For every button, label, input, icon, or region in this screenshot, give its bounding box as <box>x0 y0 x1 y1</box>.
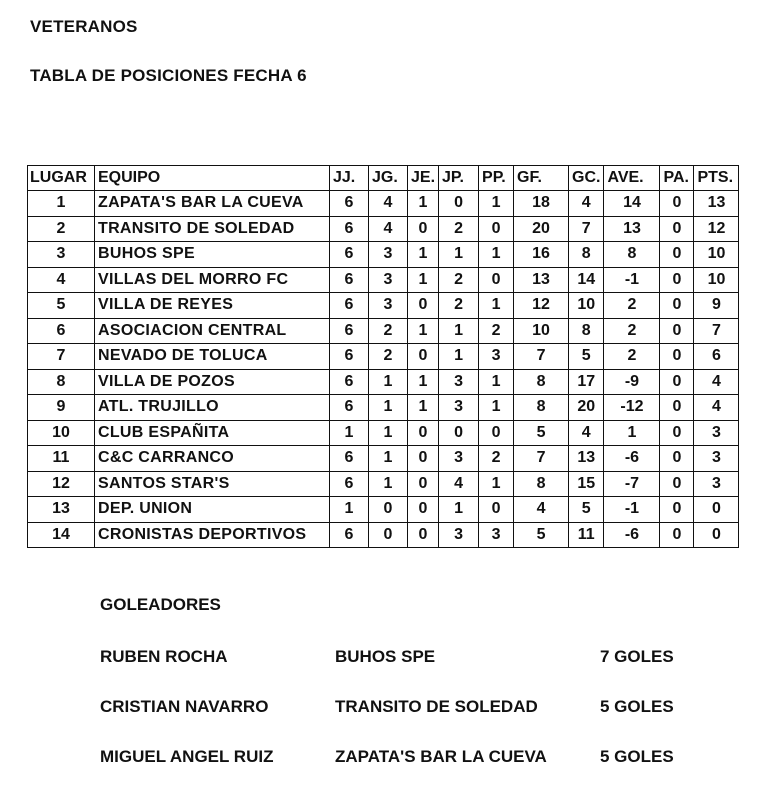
cell-gf: 10 <box>514 318 569 344</box>
cell-jg: 3 <box>369 242 408 268</box>
scorer-team: TRANSITO DE SOLEDAD <box>335 697 538 716</box>
cell-jp: 2 <box>439 216 479 242</box>
cell-ave: -7 <box>604 471 660 497</box>
cell-jp: 1 <box>439 344 479 370</box>
category-title: VETERANOS <box>30 17 138 36</box>
col-header-pp: PP. <box>479 166 514 191</box>
cell-gf: 12 <box>514 293 569 319</box>
cell-jp: 1 <box>439 497 479 523</box>
cell-jj: 6 <box>330 267 369 293</box>
cell-pts: 3 <box>694 446 739 472</box>
cell-ave: -1 <box>604 267 660 293</box>
cell-gc: 20 <box>569 395 604 421</box>
cell-pa: 0 <box>660 344 694 370</box>
cell-jg: 0 <box>369 497 408 523</box>
cell-pa: 0 <box>660 471 694 497</box>
cell-gf: 20 <box>514 216 569 242</box>
cell-equipo: ASOCIACION CENTRAL <box>95 318 330 344</box>
cell-gc: 14 <box>569 267 604 293</box>
cell-pa: 0 <box>660 497 694 523</box>
cell-gf: 8 <box>514 471 569 497</box>
cell-equipo: CRONISTAS DEPORTIVOS <box>95 522 330 548</box>
cell-ave: 2 <box>604 318 660 344</box>
cell-je: 0 <box>408 344 439 370</box>
cell-pts: 0 <box>694 497 739 523</box>
cell-jp: 1 <box>439 242 479 268</box>
cell-ave: 2 <box>604 344 660 370</box>
table-row <box>28 242 739 268</box>
cell-jg: 2 <box>369 344 408 370</box>
cell-pp: 3 <box>479 344 514 370</box>
cell-gf: 16 <box>514 242 569 268</box>
cell-jg: 1 <box>369 420 408 446</box>
cell-lugar: 14 <box>28 522 95 548</box>
cell-gf: 5 <box>514 522 569 548</box>
cell-jp: 1 <box>439 318 479 344</box>
cell-jj: 6 <box>330 191 369 217</box>
cell-pa: 0 <box>660 420 694 446</box>
cell-lugar: 4 <box>28 267 95 293</box>
col-header-pa: PA. <box>660 166 694 191</box>
cell-pts: 3 <box>694 420 739 446</box>
cell-jj: 6 <box>330 293 369 319</box>
cell-je: 1 <box>408 191 439 217</box>
cell-pa: 0 <box>660 369 694 395</box>
cell-je: 0 <box>408 420 439 446</box>
cell-lugar: 6 <box>28 318 95 344</box>
cell-pp: 1 <box>479 242 514 268</box>
cell-equipo: BUHOS SPE <box>95 242 330 268</box>
cell-pts: 9 <box>694 293 739 319</box>
cell-pp: 1 <box>479 191 514 217</box>
cell-je: 1 <box>408 242 439 268</box>
cell-pa: 0 <box>660 522 694 548</box>
cell-gc: 8 <box>569 318 604 344</box>
cell-jp: 3 <box>439 522 479 548</box>
cell-ave: 8 <box>604 242 660 268</box>
table-row <box>28 191 739 217</box>
cell-ave: 1 <box>604 420 660 446</box>
cell-gc: 11 <box>569 522 604 548</box>
cell-jp: 2 <box>439 293 479 319</box>
cell-jg: 1 <box>369 369 408 395</box>
cell-lugar: 8 <box>28 369 95 395</box>
cell-jp: 3 <box>439 369 479 395</box>
cell-jg: 0 <box>369 522 408 548</box>
cell-gc: 17 <box>569 369 604 395</box>
scorer-goals: 5 GOLES <box>600 747 674 766</box>
cell-pts: 10 <box>694 267 739 293</box>
table-row <box>28 471 739 497</box>
cell-gf: 18 <box>514 191 569 217</box>
cell-pa: 0 <box>660 446 694 472</box>
cell-pa: 0 <box>660 318 694 344</box>
cell-jg: 4 <box>369 191 408 217</box>
cell-lugar: 10 <box>28 420 95 446</box>
cell-equipo: VILLAS DEL MORRO FC <box>95 267 330 293</box>
table-row <box>28 497 739 523</box>
cell-pp: 1 <box>479 395 514 421</box>
col-header-jg: JG. <box>369 166 408 191</box>
cell-jj: 6 <box>330 369 369 395</box>
cell-lugar: 2 <box>28 216 95 242</box>
table-row <box>28 293 739 319</box>
cell-ave: -6 <box>604 522 660 548</box>
cell-pts: 3 <box>694 471 739 497</box>
cell-gc: 5 <box>569 344 604 370</box>
cell-pts: 13 <box>694 191 739 217</box>
cell-ave: 2 <box>604 293 660 319</box>
cell-equipo: TRANSITO DE SOLEDAD <box>95 216 330 242</box>
cell-equipo: VILLA DE POZOS <box>95 369 330 395</box>
cell-lugar: 7 <box>28 344 95 370</box>
cell-lugar: 5 <box>28 293 95 319</box>
cell-pa: 0 <box>660 395 694 421</box>
cell-gc: 4 <box>569 191 604 217</box>
scorer-player: CRISTIAN NAVARRO <box>100 697 269 716</box>
cell-equipo: SANTOS STAR'S <box>95 471 330 497</box>
cell-equipo: ZAPATA'S BAR LA CUEVA <box>95 191 330 217</box>
cell-equipo: VILLA DE REYES <box>95 293 330 319</box>
col-header-ave: AVE. <box>604 166 660 191</box>
cell-jj: 6 <box>330 318 369 344</box>
cell-jj: 6 <box>330 344 369 370</box>
col-header-gc: GC. <box>569 166 604 191</box>
cell-gf: 5 <box>514 420 569 446</box>
cell-gf: 8 <box>514 395 569 421</box>
cell-lugar: 12 <box>28 471 95 497</box>
cell-gc: 15 <box>569 471 604 497</box>
cell-jj: 6 <box>330 446 369 472</box>
cell-pp: 3 <box>479 522 514 548</box>
cell-gc: 5 <box>569 497 604 523</box>
table-row <box>28 369 739 395</box>
cell-equipo: NEVADO DE TOLUCA <box>95 344 330 370</box>
table-row <box>28 420 739 446</box>
cell-pp: 0 <box>479 420 514 446</box>
cell-pp: 2 <box>479 446 514 472</box>
cell-equipo: C&C CARRANCO <box>95 446 330 472</box>
cell-jg: 1 <box>369 471 408 497</box>
table-row <box>28 344 739 370</box>
scorer-team: ZAPATA'S BAR LA CUEVA <box>335 747 547 766</box>
cell-jg: 3 <box>369 267 408 293</box>
cell-pp: 1 <box>479 471 514 497</box>
cell-pa: 0 <box>660 242 694 268</box>
col-header-gf: GF. <box>514 166 569 191</box>
cell-pp: 0 <box>479 497 514 523</box>
cell-je: 0 <box>408 293 439 319</box>
cell-jp: 2 <box>439 267 479 293</box>
scorer-player: RUBEN ROCHA <box>100 647 228 666</box>
cell-gc: 7 <box>569 216 604 242</box>
cell-pts: 7 <box>694 318 739 344</box>
cell-pp: 2 <box>479 318 514 344</box>
cell-ave: -6 <box>604 446 660 472</box>
cell-jp: 3 <box>439 446 479 472</box>
cell-jp: 0 <box>439 420 479 446</box>
cell-jj: 1 <box>330 420 369 446</box>
cell-je: 0 <box>408 471 439 497</box>
table-header-row <box>28 166 739 191</box>
cell-ave: -9 <box>604 369 660 395</box>
cell-jg: 1 <box>369 395 408 421</box>
cell-je: 1 <box>408 369 439 395</box>
cell-equipo: ATL. TRUJILLO <box>95 395 330 421</box>
cell-equipo: CLUB ESPAÑITA <box>95 420 330 446</box>
cell-pts: 12 <box>694 216 739 242</box>
cell-jj: 1 <box>330 497 369 523</box>
cell-pp: 1 <box>479 369 514 395</box>
standings-subtitle: TABLA DE POSICIONES FECHA 6 <box>30 66 307 85</box>
cell-jj: 6 <box>330 216 369 242</box>
cell-jp: 3 <box>439 395 479 421</box>
cell-equipo: DEP. UNION <box>95 497 330 523</box>
cell-pts: 0 <box>694 522 739 548</box>
cell-ave: 14 <box>604 191 660 217</box>
cell-gc: 8 <box>569 242 604 268</box>
cell-jj: 6 <box>330 471 369 497</box>
col-header-equipo: EQUIPO <box>95 166 330 191</box>
cell-ave: -1 <box>604 497 660 523</box>
cell-gc: 4 <box>569 420 604 446</box>
table-row <box>28 267 739 293</box>
cell-pts: 4 <box>694 369 739 395</box>
table-row <box>28 395 739 421</box>
cell-jg: 4 <box>369 216 408 242</box>
cell-jj: 6 <box>330 395 369 421</box>
cell-jg: 3 <box>369 293 408 319</box>
cell-pts: 10 <box>694 242 739 268</box>
cell-ave: -12 <box>604 395 660 421</box>
col-header-jp: JP. <box>439 166 479 191</box>
cell-pa: 0 <box>660 216 694 242</box>
cell-pa: 0 <box>660 293 694 319</box>
cell-pts: 6 <box>694 344 739 370</box>
cell-je: 1 <box>408 267 439 293</box>
cell-gf: 8 <box>514 369 569 395</box>
cell-gf: 4 <box>514 497 569 523</box>
cell-lugar: 11 <box>28 446 95 472</box>
scorer-goals: 5 GOLES <box>600 697 674 716</box>
cell-pa: 0 <box>660 191 694 217</box>
col-header-lugar: LUGAR <box>28 166 95 191</box>
cell-je: 0 <box>408 446 439 472</box>
cell-pp: 1 <box>479 293 514 319</box>
scorer-team: BUHOS SPE <box>335 647 436 666</box>
table-row <box>28 446 739 472</box>
col-header-je: JE. <box>408 166 439 191</box>
cell-lugar: 3 <box>28 242 95 268</box>
cell-pp: 0 <box>479 267 514 293</box>
cell-jj: 6 <box>330 522 369 548</box>
scorers-heading: GOLEADORES <box>100 595 221 614</box>
cell-gc: 13 <box>569 446 604 472</box>
cell-je: 0 <box>408 497 439 523</box>
cell-je: 1 <box>408 318 439 344</box>
cell-gc: 10 <box>569 293 604 319</box>
cell-jg: 2 <box>369 318 408 344</box>
cell-jj: 6 <box>330 242 369 268</box>
cell-lugar: 13 <box>28 497 95 523</box>
cell-gf: 13 <box>514 267 569 293</box>
standings-table <box>27 165 739 548</box>
table-row <box>28 216 739 242</box>
cell-lugar: 9 <box>28 395 95 421</box>
cell-lugar: 1 <box>28 191 95 217</box>
cell-gf: 7 <box>514 344 569 370</box>
cell-pa: 0 <box>660 267 694 293</box>
table-row <box>28 522 739 548</box>
scorer-player: MIGUEL ANGEL RUIZ <box>100 747 274 766</box>
col-header-jj: JJ. <box>330 166 369 191</box>
cell-je: 1 <box>408 395 439 421</box>
cell-gf: 7 <box>514 446 569 472</box>
cell-je: 0 <box>408 216 439 242</box>
cell-jp: 0 <box>439 191 479 217</box>
cell-jg: 1 <box>369 446 408 472</box>
cell-je: 0 <box>408 522 439 548</box>
scorer-goals: 7 GOLES <box>600 647 674 666</box>
table-row <box>28 318 739 344</box>
cell-jp: 4 <box>439 471 479 497</box>
col-header-pts: PTS. <box>694 166 739 191</box>
cell-pp: 0 <box>479 216 514 242</box>
cell-pts: 4 <box>694 395 739 421</box>
cell-ave: 13 <box>604 216 660 242</box>
